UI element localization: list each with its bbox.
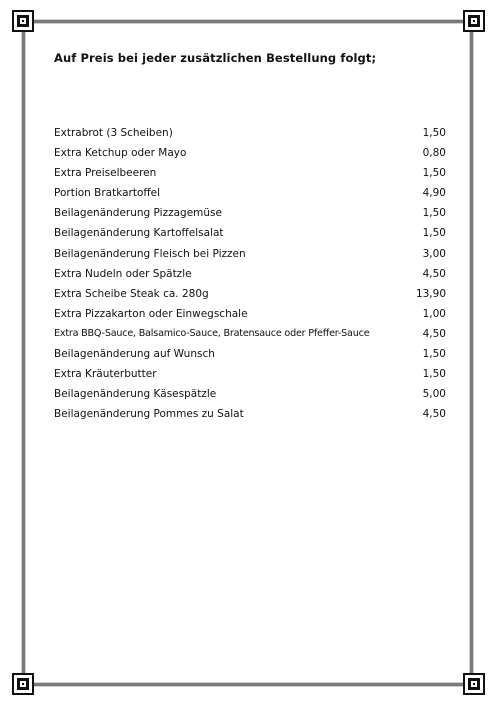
list-item xyxy=(54,247,454,267)
item-name: Beilagenänderung Pommes zu Salat xyxy=(54,408,244,421)
item-price: 4,50 xyxy=(422,267,446,280)
corner-ornament-icon xyxy=(463,673,485,695)
item-price: 4,50 xyxy=(422,327,446,340)
list-item xyxy=(54,407,454,427)
corner-ornament-icon xyxy=(463,10,485,32)
list-item xyxy=(54,226,454,246)
item-price: 0,80 xyxy=(422,147,446,160)
page-heading: Auf Preis bei jeder zusätzlichen Bestellung folgt; xyxy=(54,51,377,65)
item-price: 5,00 xyxy=(422,388,446,401)
list-item xyxy=(54,186,454,206)
corner-ornament-icon xyxy=(12,673,34,695)
item-price: 4,50 xyxy=(422,408,446,421)
item-price: 1,50 xyxy=(422,227,446,240)
item-price: 3,00 xyxy=(422,247,446,260)
list-item xyxy=(54,146,454,166)
list-item xyxy=(54,307,454,327)
list-item xyxy=(54,267,454,287)
item-name: Beilagenänderung Kartoffelsalat xyxy=(54,227,224,240)
item-name: Extrabrot (3 Scheiben) xyxy=(54,127,173,139)
list-item xyxy=(54,287,454,307)
list-item xyxy=(54,327,454,347)
list-item xyxy=(54,367,454,387)
item-price: 1,50 xyxy=(422,207,446,220)
list-item xyxy=(54,387,454,407)
price-list xyxy=(54,126,454,427)
item-name: Beilagenänderung Pizzagemüse xyxy=(54,207,222,220)
item-price: 13,90 xyxy=(415,287,446,300)
item-name: Beilagenänderung auf Wunsch xyxy=(54,348,215,361)
list-item xyxy=(54,347,454,367)
item-price: 1,50 xyxy=(422,368,446,381)
item-name: Extra Ketchup oder Mayo xyxy=(54,147,187,160)
item-name: Extra Pizzakarton oder Einwegschale xyxy=(54,307,248,320)
item-name: Portion Bratkartoffel xyxy=(54,187,161,200)
item-name: Extra Kräuterbutter xyxy=(54,368,157,381)
item-name: Beilagenänderung Fleisch bei Pizzen xyxy=(54,247,246,260)
item-price: 4,90 xyxy=(422,187,446,200)
item-price: 1,50 xyxy=(422,167,446,180)
item-price: 1,50 xyxy=(422,127,446,139)
list-item xyxy=(54,166,454,186)
item-name: Extra BBQ-Sauce, Balsamico-Sauce, Bratensauce oder Pfeffer-Sauce xyxy=(54,327,370,339)
item-name: Beilagenänderung Käsespätzle xyxy=(54,388,217,401)
corner-ornament-icon xyxy=(12,10,34,32)
list-item xyxy=(54,126,454,146)
item-name: Extra Preiselbeeren xyxy=(54,167,157,180)
item-price: 1,00 xyxy=(422,307,446,320)
list-item xyxy=(54,206,454,226)
item-price: 1,50 xyxy=(422,348,446,361)
item-name: Extra Nudeln oder Spätzle xyxy=(54,267,192,280)
item-name: Extra Scheibe Steak ca. 280g xyxy=(54,287,209,300)
